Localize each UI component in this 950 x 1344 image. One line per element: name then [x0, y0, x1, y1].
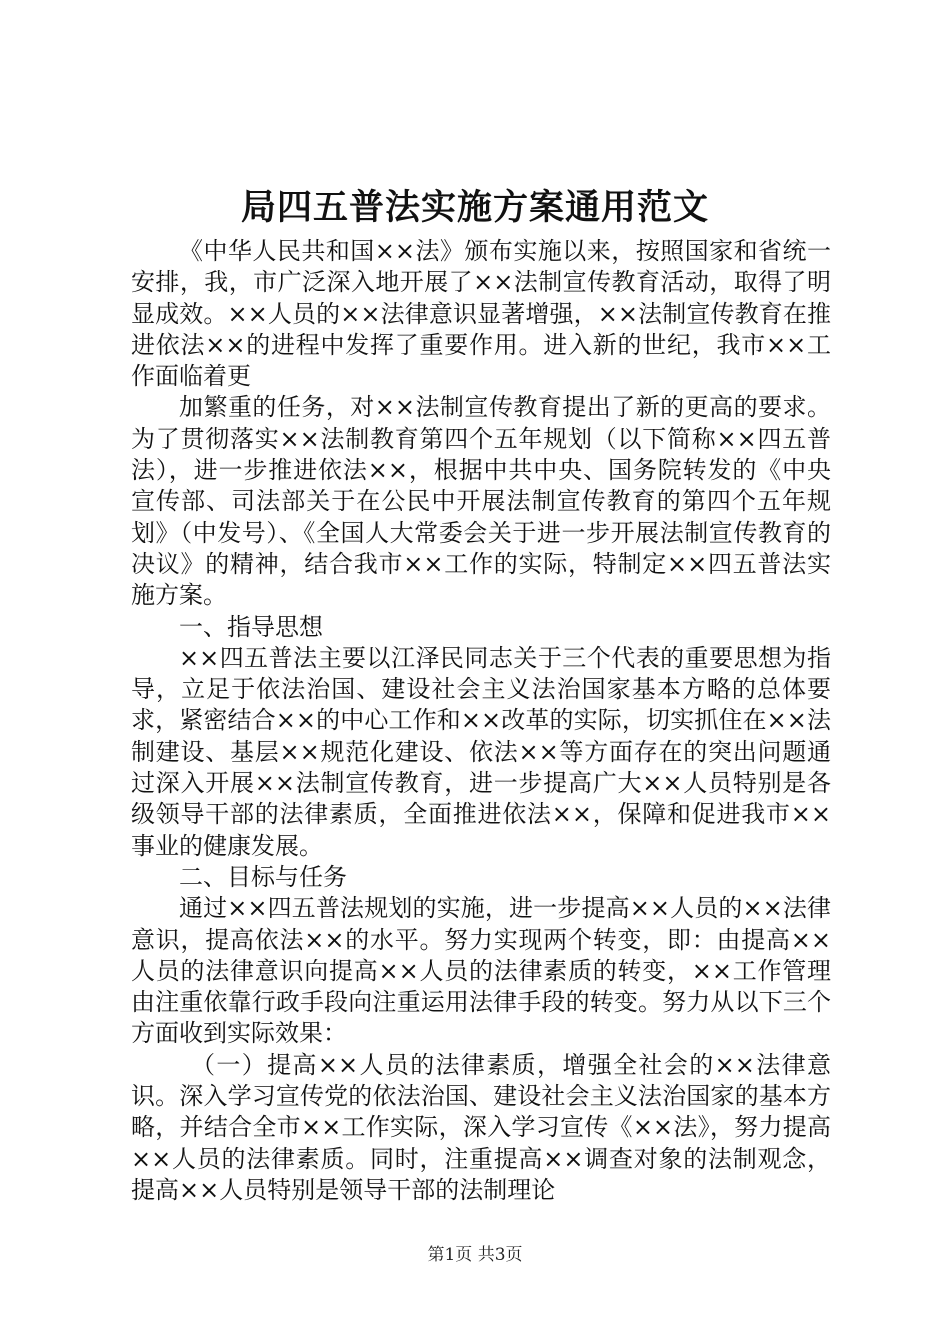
section-paragraph-goals-tasks: 通过××四五普法规划的实施，进一步提高××人员的××法律意识，提高依法××的水平。努力实现两个转变，即：由提高××人员的法律意识向提高××人员的法律素质的转变，××工作管理由注重依靠行政手段向注重运用法律手段的转变。努力从以下三个方面收到实际效果：	[131, 894, 831, 1048]
section-paragraph-guiding-thought: ××四五普法主要以江泽民同志关于三个代表的重要思想为指导，立足于依法治国、建设社会主义法治国家基本方略的总体要求，紧密结合××的中心工作和××改革的实际，切实抓住在××法制建设、基层××规范化建设、依法××等方面存在的突出问题通过深入开展××法制宣传教育，进一步提高广大××人员特别是各级领导干部的法律素质，全面推进依法××，保障和促进我市××事业的健康发展。	[131, 643, 831, 860]
document-title: 局四五普法实施方案通用范文	[240, 187, 709, 228]
page-number-footer: 第1页 共3页	[427, 1245, 523, 1265]
subsection-paragraph-1: （一）提高××人员的法律素质，增强全社会的××法律意识。深入学习宣传党的依法治国、建设社会主义法治国家的基本方略，并结合全市××工作实际，深入学习宣传《××法》，努力提高××人员的法律素质。同时，注重提高××调查对象的法制观念，提高××人员特别是领导干部的法制理论	[131, 1050, 831, 1204]
document-body	[131, 236, 831, 1206]
intro-paragraph-2: 加繁重的任务，对××法制宣传教育提出了新的更高的要求。为了贯彻落实××法制教育第四个五年规划（以下简称××四五普法），进一步推进依法××，根据中共中央、国务院转发的《中央宣传部、司法部关于在公民中开展法制宣传教育的第四个五年规划》（中发号）、《全国人大常委会关于进一步开展法制宣传教育的决议》的精神，结合我市××工作的实际，特制定××四五普法实施方案。	[131, 393, 831, 610]
intro-paragraph-1: 《中华人民共和国××法》颁布实施以来，按照国家和省统一安排，我，市广泛深入地开展了××法制宣传教育活动，取得了明显成效。××人员的××法律意识显著增强，××法制宣传教育在推进依法××的进程中发挥了重要作用。进入新的世纪，我市××工作面临着更	[131, 237, 831, 391]
section-heading-guiding-thought: 一、指导思想	[179, 612, 323, 641]
section-heading-goals-tasks: 二、目标与任务	[179, 862, 347, 891]
